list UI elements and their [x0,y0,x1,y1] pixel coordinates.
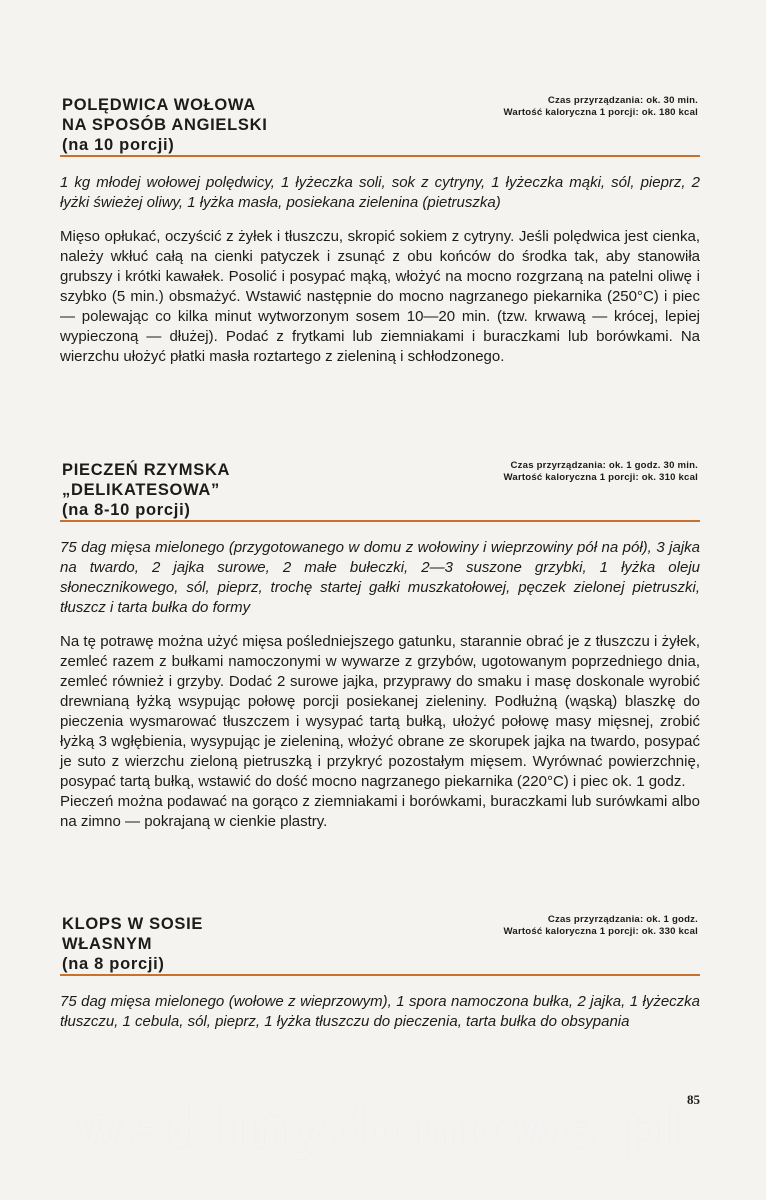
watermark: wedlinydomowe.pl [77,1095,689,1160]
title-line-1: PIECZEŃ RZYMSKA [62,461,231,479]
header-divider [60,155,700,157]
title-line-2: „DELIKATESOWA” [62,481,220,499]
title-line-1: POLĘDWICA WOŁOWA [62,96,256,114]
title-line-2: WŁASNYM [62,935,153,953]
title-line-1: KLOPS W SOSIE [62,915,204,933]
prep-time: Czas przyrządzania: ok. 30 min. [547,95,698,106]
title-line-2: NA SPOSÓB ANGIELSKI [62,116,268,134]
calories: Wartość kaloryczna 1 porcji: ok. 310 kcal [503,472,698,483]
instructions: Mięso opłukać, oczyścić z żyłek i tłuszczu, skropić sokiem z cytryny. Jeśli polędwica jest cienka, należy wkłuć całą na cienki patyczek i zsunąć z obu końców do środka tak, aby stanowiła grubszy i krótki kawałek. Posolić i posypać mąką, włożyć na mocno rozgrzaną na patelni oliwę i szybko (5 min.) obsmażyć. Wstawić następnie do mocno nagrzanego piekarnika (250°C) i piec — polewając co kilka minut wytworzonym sosem 10—20 min. (tzw. krwawą — krócej, lepiej wypieczoną — dłużej). Podać z frytkami lub ziemniakami i buraczkami lub borówkami. Na wierzchu ułożyć płatki masła roztartego z zieleniną i schłodzonego. [60,228,700,365]
serving-note: Pieczeń można podawać na gorąco z ziemniakami i borówkami, buraczkami lub surówkami albo na zimno — pokrajaną w cienkie plastry. [60,793,700,830]
ingredients: 1 kg młodej wołowej polędwicy, 1 łyżeczka soli, sok z cytryny, 1 łyżeczka mąki, sól, pieprz, 2 łyżki świeżej oliwy, 1 łyżka masła, posiekana zielenina (pietruszka) [60,174,700,211]
recipe-header [60,95,700,155]
recipe-meta [504,95,698,119]
recipe-meta [504,914,698,938]
title-servings: (na 10 porcji) [62,136,175,154]
calories: Wartość kaloryczna 1 porcji: ok. 180 kcal [503,107,698,118]
recipe-pieczen-rzymska [60,460,700,832]
recipe-header [60,914,700,974]
page-number: 85 [687,1092,700,1107]
instructions: Na tę potrawę można użyć mięsa pośledniejszego gatunku, starannie obrać je z tłuszczu i żyłek, zemleć razem z bułkami namoczonymi w wywarze z grzybów, ugotowanym poprzedniego dnia, zemleć również i grzyby. Dodać 2 surowe jajka, przyprawy do smaku i masę doskonale wyrobić drewnianą łyżką wsypując połowę porcji posiekanej zieleniny. Podłużną (wąską) blaszkę do pieczenia wysmarować tłuszczem i wysypać tartą bułką, ułożyć połowę masy mięsnej, zrobić łyżką 3 wgłębienia, wysypując je zieleniną, włożyć obrane ze skorupek jajka na twardo, posypać je suto z wierzchu zieloną pietruszką i przykryć pozostałym mięsem. Wyrównać powierzchnię, posypać tartą bułką, wstawić do dość mocno nagrzanego piekarnika (220°C) i piec ok. 1 godz. [60,633,700,790]
recipe-title [62,914,203,974]
recipe-klops [60,914,700,1032]
ingredients: 75 dag mięsa mielonego (przygotowanego w domu z wołowiny i wieprzowiny pół na pół), 3 jajka na twardo, 2 jajka surowe, 2 małe bułeczki, 2—3 suszone grzybki, 1 łyżka oleju słonecznikowego, sól, pieprz, trochę startej gałki muszkatołowej, pęczek zielonej pietruszki, tłuszcz i tarta bułka do formy [60,539,700,616]
recipe-title [62,95,268,155]
header-divider [60,520,700,522]
ingredients: 75 dag mięsa mielonego (wołowe z wieprzowym), 1 spora namoczona bułka, 2 jajka, 1 łyżeczka tłuszczu, 1 cebula, sól, pieprz, 1 łyżka tłuszczu do pieczenia, tarta bułka do obsypania [60,993,700,1030]
recipe-meta [504,460,698,484]
title-servings: (na 8 porcji) [62,955,165,973]
recipe-poledwica [60,95,700,367]
recipe-title [62,460,230,520]
calories: Wartość kaloryczna 1 porcji: ok. 330 kcal [503,926,698,937]
prep-time: Czas przyrządzania: ok. 1 godz. 30 min. [510,460,698,471]
title-servings: (na 8-10 porcji) [62,501,191,519]
recipe-header [60,460,700,520]
header-divider [60,974,700,976]
prep-time: Czas przyrządzania: ok. 1 godz. [547,914,698,925]
